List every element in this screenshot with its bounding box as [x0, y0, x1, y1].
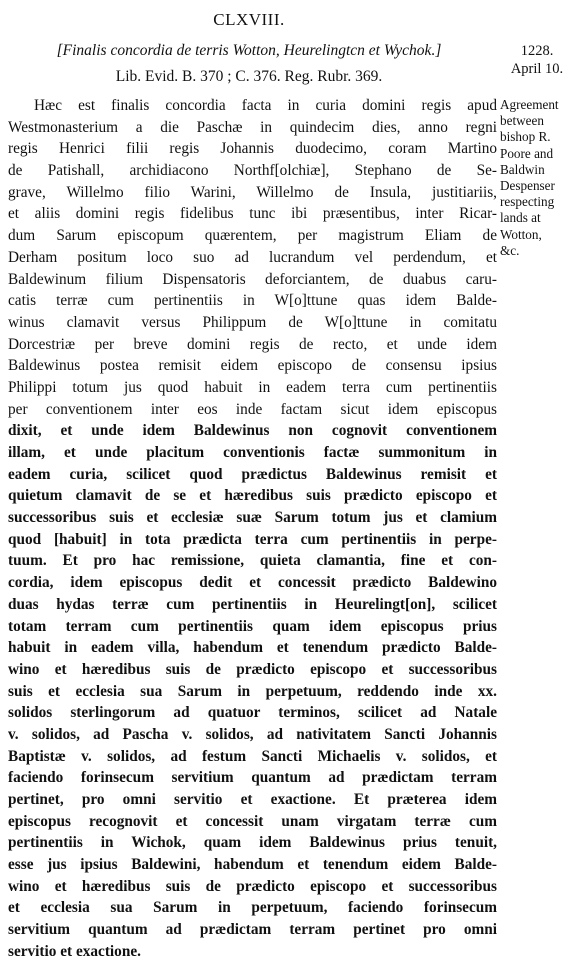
marginal-note-line: Despenser: [500, 178, 555, 194]
bold-text-block: [8, 420, 497, 962]
plain-text-block: [8, 95, 497, 420]
marginal-note-line: Poore and: [500, 145, 554, 161]
text-line: illam, et unde placitum conventionis factæ summonitum in: [8, 444, 497, 461]
charter-number: CLXVIII.: [213, 10, 285, 29]
text-line: cordia, idem episcopus dedit et concessit prædicto Baldewino: [8, 574, 497, 592]
text-line: Derham positum loco suo ad lucrandum vel perdendum, et: [8, 248, 497, 266]
marginal-note-line: Baldwin: [500, 161, 545, 177]
text-line: winus clamavit versus Philippum de W[o]ttune in comitatu: [8, 313, 497, 331]
text-line: servitium quantum ad prædictam terram pertinet pro omni: [8, 921, 497, 939]
charter-references: Lib. Evid. B. 370 ; C. 376. Reg. Rubr. 369.: [115, 68, 383, 85]
text-line: regis Henrici filii regis Johannis duodecimo, coram Martino: [8, 140, 497, 158]
text-line: Hæc est finalis concordia facta in curia domini regis apud: [34, 97, 497, 114]
marginal-note: [500, 97, 574, 259]
marginal-note-line: Agreement: [500, 97, 559, 112]
text-line: Westmonasterium a die Paschæ in quindecim dies, anno regni: [8, 118, 497, 136]
text-line: eadem curia, scilicet quod prædictus Baldewinus remisit et: [8, 465, 497, 483]
charter-text: [8, 95, 497, 963]
text-line: Baptistæ v. solidos, ad festum Sancti Michaelis v. solidos, et: [8, 747, 497, 765]
text-line: et aliis domini regis fidelibus tunc ibi præsentibus, inter Ricar-: [8, 205, 497, 223]
marginal-note-line: bishop R.: [500, 129, 551, 145]
text-line: Philippi totum jus quod habuit in eadem terra cum pertinentiis: [8, 378, 497, 396]
text-line: successoribus suis et ecclesiæ suæ Sarum totum jus et clamium: [8, 509, 497, 527]
text-line: pertinet, pro omni servitio et exactione. Et præterea idem: [8, 791, 497, 808]
text-line: wino et hæredibus suis de prædicto episcopo et successoribus: [8, 660, 497, 678]
text-line: duas hydas terræ cum pertinentiis in Heurelingt[on], scilicet: [8, 595, 497, 613]
text-line: catis terræ cum pertinentiis in W[o]ttune quas idem Balde-: [8, 292, 497, 310]
text-line: Baldewinus postea remisit eidem episcopo de consensu ipsius: [8, 357, 497, 375]
text-line: faciendo forinsecum servitium quantum ad prædictam terram: [8, 769, 497, 787]
text-line: wino et hæredibus suis de prædicto episcopo et successoribus: [8, 877, 497, 895]
text-line: dum Sarum episcopum quærentem, per magistrum Eliam de: [8, 227, 497, 245]
text-line: servitio et exactione.: [8, 942, 141, 960]
text-line: de Patishall, archidiacono Northf[olchiæ], Stephano de Se-: [8, 162, 497, 180]
marginal-note-line: lands at: [500, 210, 541, 226]
text-line: habuit in eadem villa, habendum et tenendum prædicto Balde-: [8, 639, 497, 657]
text-line: totam terram cum pertinentiis quam idem episcopus prius: [8, 617, 497, 635]
text-line: dixit, et unde idem Baldewinus non cognovit conventionem: [8, 422, 497, 440]
text-line: per conventionem inter eos inde factam sicut idem episcopus: [8, 400, 497, 418]
text-line: quod [habuit] in tota prædicta terra cum pertinentiis in perpe-: [8, 530, 497, 548]
text-line: v. solidos, ad Pascha v. solidos, ad nativitatem Sancti Johannis: [8, 725, 497, 743]
text-line: tuum. Et pro hac remissione, quieta clamantia, fine et con-: [8, 552, 497, 570]
date-year: 1228.: [520, 43, 554, 59]
date-day: April 10.: [510, 61, 564, 77]
marginal-note-line: Wotton,: [500, 226, 542, 242]
text-line: Dorcestriæ per breve domini regis de recto, et unde idem: [8, 335, 497, 353]
marginal-note-line: between: [500, 113, 544, 129]
text-line: quietum clamavit de se et hæredibus suis prædicto episcopo et: [8, 487, 497, 505]
text-line: Baldewinum filium Dispensatoris deforciantem, de duabus caru-: [8, 270, 497, 288]
text-line: solidos sterlingorum ad quatuor terminos, scilicet ad Natale: [8, 704, 497, 722]
charter-date: [502, 42, 572, 78]
text-line: et ecclesia sua Sarum in perpetuum, faciendo forinsecum: [8, 899, 497, 917]
text-line: episcopus recognovit et concessit unam virgatam terræ cum: [8, 812, 497, 830]
charter-subtitle: [Finalis concordia de terris Wotton, Heurelingtcn et Wychok.]: [56, 42, 442, 59]
text-line: pertinentiis in Wichok, quam idem Baldewinus prius tenuit,: [8, 834, 497, 852]
text-line: grave, Willelmo filio Warini, Willelmo de Insula, justitiariis,: [8, 183, 497, 201]
marginal-note-line: respecting: [500, 194, 555, 210]
marginal-note-line: &c.: [500, 242, 520, 258]
text-line: suis et ecclesia sua Sarum in perpetuum, reddendo inde xx.: [8, 682, 497, 700]
text-line: esse jus ipsius Baldewini, habendum et tenendum eidem Balde-: [8, 856, 497, 874]
